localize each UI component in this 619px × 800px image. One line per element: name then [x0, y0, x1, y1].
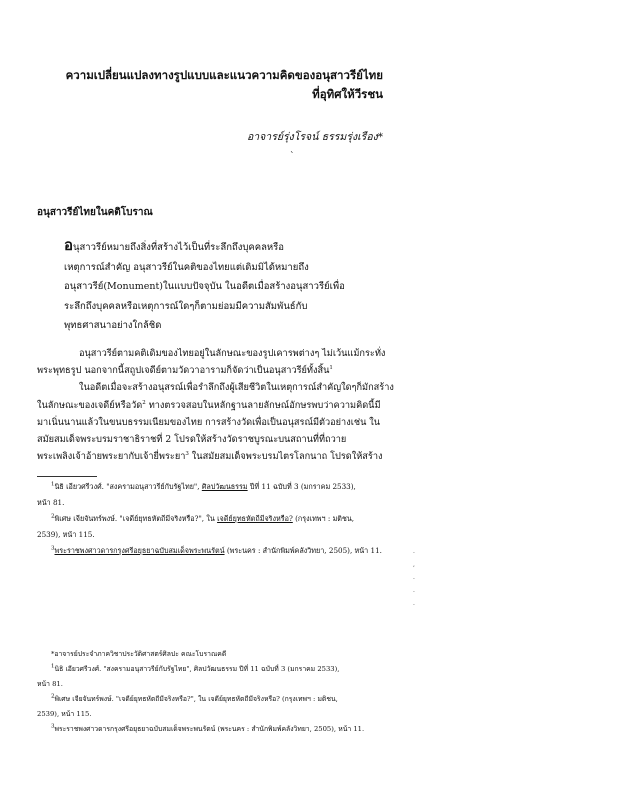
bottom-footnote: $^3$พระราชพงศาวดารกรุงศรีอยุธยาฉบับสมเด็จพระพนรัตน์ (พระนคร : สำนักพิมพ์คลังวิทยา, 2505), หน้า 11.	[51, 723, 365, 733]
quote-line: ระลึกถึงบุคคลหรือเหตุการณ์ใดๆก็ตามย่อมมีความสัมพันธ์กับ	[64, 300, 308, 312]
body-line: พระพุทธรูป นอกจากนี้สถูปเจดีย์ตามวัดวาอารามก็จัดว่าเป็นอนุสาวรีย์ทั้งสิ้น$^1$	[37, 365, 333, 377]
quote-line: พุทธศาสนาอย่างใกล้ชิด	[64, 320, 162, 331]
body-line: สมัยสมเด็จพระบรมราชาธิราชที่ 2 โปรดให้สร้างวัดราชบูรณะบนสถานที่ที่ถวาย	[37, 434, 347, 446]
footnote: $^1$นิธิ เอียวศรีวงศ์. "สงครามอนุสาวรีย์กับรัฐไทย", ศิลปวัฒนธรรม ปีที่ 11 ฉบับที่ 3 (มกราคม 2533),	[51, 481, 356, 491]
body-line: ในอดีตเมื่อจะสร้างอนุสรณ์เพื่อรำลึกถึงผู้เสียชีวิตในเหตุการณ์สำคัญใดๆก็มักสร้าง	[79, 382, 394, 394]
footnote: $^3$พระราชพงศาวดารกรุงศรีอยุธยาฉบับสมเด็จพระพนรัตน์ (พระนคร : สำนักพิมพ์คลังวิทยา, 2505), หน้า 11.	[51, 545, 382, 555]
author-affiliation-note: *อาจารย์ประจำภาควิชาประวัติศาสตร์ศิลปะ คณะโบราณคดี	[51, 650, 227, 658]
bottom-footnote-cont: 2539), หน้า 115.	[37, 710, 92, 718]
drop-cap: อ	[64, 236, 74, 254]
bottom-footnote: $^1$นิธิ เอียวศรีวงศ์. "สงครามอนุสาวรีย์กับรัฐไทย", ศิลปวัฒนธรรม ปีที่ 11 ฉบับที่ 3 (มกราคม 2533),	[51, 663, 340, 673]
scan-artifacts: . , . . .	[413, 548, 415, 607]
title-line-2: ที่อุทิศให้วีรชน	[312, 87, 383, 101]
title-line-1: ความเปลี่ยนแปลงทางรูปแบบและแนวความคิดของอนุสาวรีย์ไทย	[65, 68, 383, 82]
footnote-ref: 1	[329, 365, 333, 372]
section-heading: อนุสาวรีย์ไทยในคติโบราณ	[37, 207, 153, 218]
quote-line: อนุสาวรีย์หมายถึงสิ่งที่สร้างไว้เป็นที่ระลึกถึงบุคคลหรือ	[64, 236, 284, 254]
footnote-cont: 2539), หน้า 115.	[37, 530, 95, 539]
footnote-ref: 2	[142, 399, 146, 406]
body-line: ในลักษณะของเจดีย์หรือวัด$^2$ ทางตรวจสอบในหลักฐานลายลักษณ์อักษรพบว่าความคิดนี้มี	[37, 399, 381, 411]
scan-speck: `	[290, 152, 295, 162]
bottom-footnote: $^2$พิเศษ เจียจันทร์พงษ์. "เจดีย์ยุทธหัตถีมีจริงหรือ?", ใน เจดีย์ยุทธหัตถีมีจริงหรือ? (กรุงเทพฯ : มติชน,	[51, 693, 338, 703]
author-name: อาจารย์รุ่งโรจน์ ธรรมรุ่งเรือง*	[246, 131, 383, 143]
footnote: $^2$พิเศษ เจียจันทร์พงษ์. "เจดีย์ยุทธหัตถีมีจริงหรือ?", ใน เจดีย์ยุทธหัตถีมีจริงหรือ? (กรุงเทพฯ : มติชน,	[51, 513, 355, 523]
body-text	[37, 345, 394, 465]
body-line: พระเพลิงเจ้าอ้ายพระยากับเจ้ายี่พระยา$^3$ ในสมัยสมเด็จพระบรมไตรโลกนาถ โปรดให้สร้าง	[37, 451, 383, 463]
quote-line: อนุสาวรีย์(Monument)ในแบบปัจจุบัน ในอดีตเมื่อสร้างอนุสาวรีย์เพื่อ	[64, 281, 345, 292]
intro-quote	[64, 236, 354, 336]
bottom-footnote-cont: หน้า 81.	[37, 680, 63, 688]
footnote-ref: 3	[185, 451, 189, 458]
body-line: มาเนิ่นนานแล้วในขนบธรรมเนียมของไทย การสร้างวัดเพื่อเป็นอนุสรณ์มีตัวอย่างเช่น ใน	[37, 416, 381, 428]
bottom-notes	[37, 649, 397, 739]
quote-line: เหตุการณ์สำคัญ อนุสาวรีย์ในคติของไทยแต่เดิมมิได้หมายถึง	[64, 261, 309, 273]
article-title	[23, 66, 383, 104]
footnote-cont: หน้า 81.	[37, 498, 65, 507]
body-line: อนุสาวรีย์ตามคติเดิมของไทยอยู่ในลักษณะของรูปเคารพต่างๆ ไม่เว้นแม้กระทั่ง	[79, 348, 386, 359]
footnotes	[37, 480, 382, 560]
footnote-divider	[37, 476, 97, 477]
